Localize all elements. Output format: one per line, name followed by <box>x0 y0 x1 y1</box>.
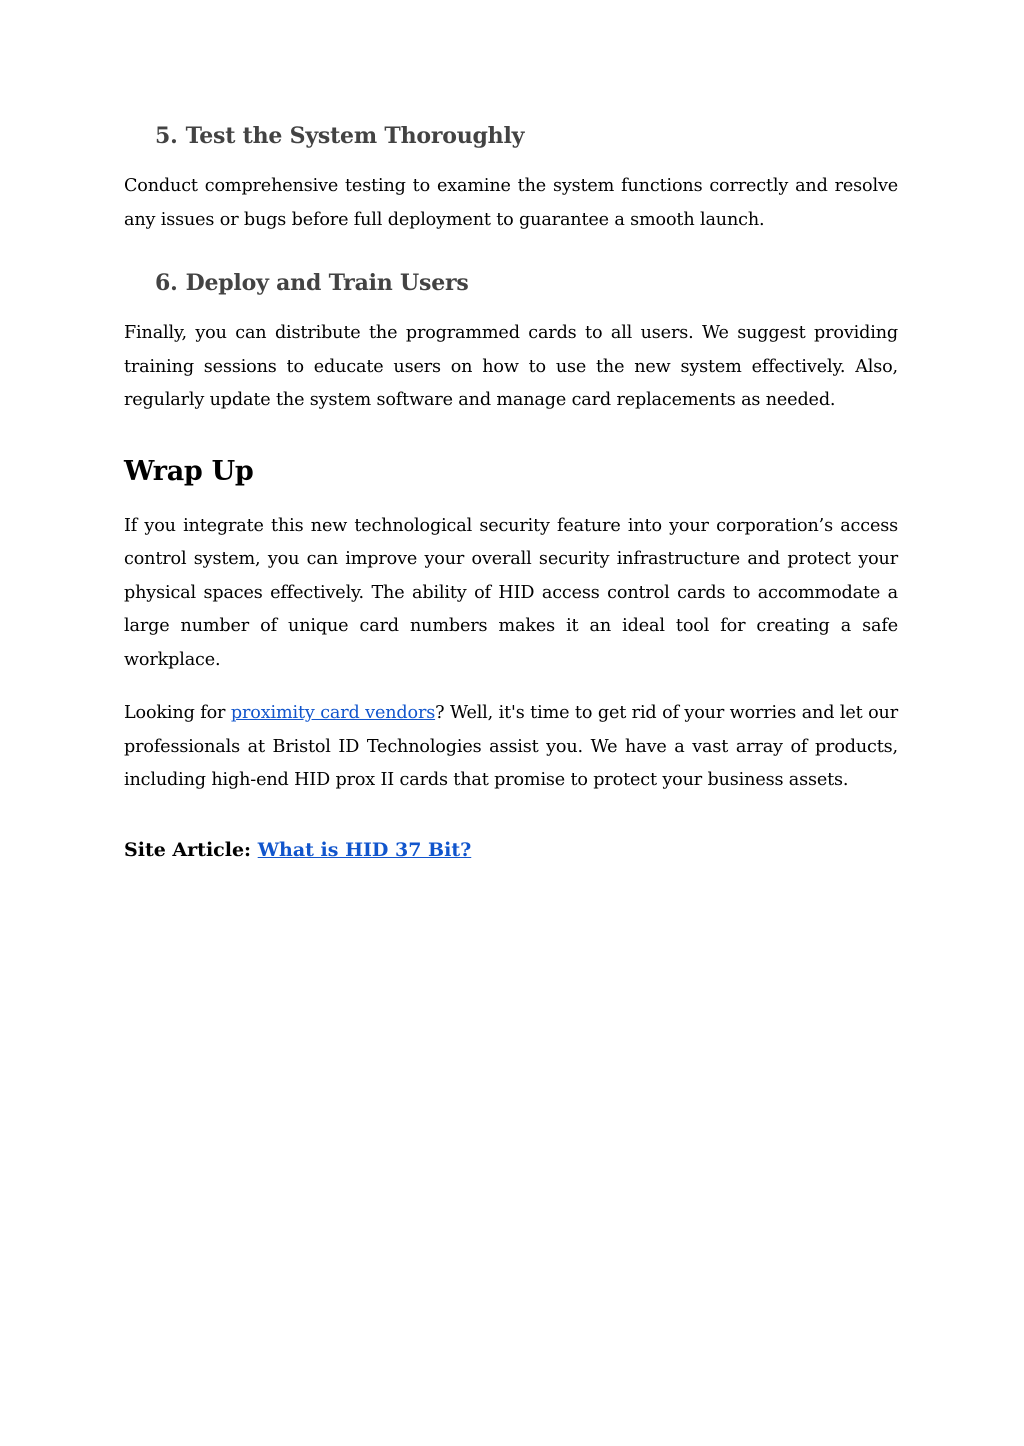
page-content <box>124 118 898 885</box>
site-article-link[interactable]: What is HID 37 Bit? <box>257 838 472 861</box>
section-5-number: 5. <box>155 123 178 149</box>
wrap-up-body: If you integrate this new technological security feature into your corporation’s access control system, you can improve your overall security infrastructure and protect your physical spaces effectively. The ability of HID access control cards to accommodate a large number of unique card numbers makes it an ideal tool for creating a safe workplace. <box>124 515 898 670</box>
site-article-label: Site Article: <box>124 838 252 861</box>
section-5-title: Test the System Thoroughly <box>185 123 525 149</box>
looking-for-suffix: ? Well, it's time to get rid of your worries and let our professionals at Bristol ID Technologies assist you. We have a vast array of products, including high-end HID prox II cards that promise to protect your business assets. <box>124 703 898 790</box>
section-6-heading <box>155 265 898 301</box>
section-5-body: Conduct comprehensive testing to examine the system functions correctly and resolve any issues or bugs before full deployment to guarantee a smooth launch. <box>124 176 898 230</box>
section-6-title: Deploy and Train Users <box>185 270 469 296</box>
section-6-number: 6. <box>155 270 178 296</box>
site-article-line <box>124 834 898 866</box>
proximity-card-vendors-link[interactable]: proximity card vendors <box>230 703 436 723</box>
looking-for-prefix: Looking for <box>124 703 231 723</box>
wrap-up-heading: Wrap Up <box>124 455 254 487</box>
looking-for-paragraph <box>124 697 898 798</box>
section-6-body: Finally, you can distribute the programmed cards to all users. We suggest providing training sessions to educate users on how to use the new system effectively. Also, regularly update the system software and manage card replacements as needed. <box>124 323 898 410</box>
section-5-heading <box>155 118 898 154</box>
